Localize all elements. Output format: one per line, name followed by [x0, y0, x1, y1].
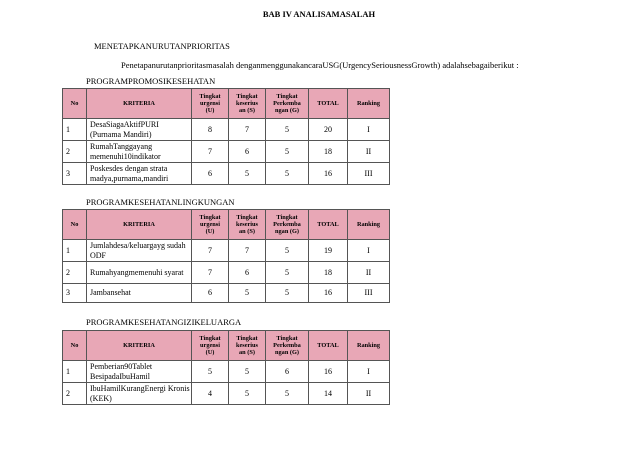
row-ranking: III — [348, 163, 390, 185]
row-total: 16 — [309, 284, 348, 303]
row-urgency: 7 — [192, 262, 229, 284]
section-title-promosi: PROGRAMPROMOSIKESEHATAN — [86, 76, 216, 86]
col-header-seriousness: Tingkat keserius an (S) — [229, 331, 266, 361]
col-header-ranking: Ranking — [348, 331, 390, 361]
row-total: 16 — [309, 163, 348, 185]
row-no: 3 — [63, 284, 87, 303]
row-total: 20 — [309, 119, 348, 141]
row-kriteria: RumahTanggayang memenuhi10indikator — [87, 141, 192, 163]
table-row — [63, 361, 390, 383]
row-kriteria: Poskesdes dengan strata madya,purnama,mandiri — [87, 163, 192, 185]
col-header-no: No — [63, 331, 87, 361]
row-kriteria: IbuHamilKurangEnergi Kronis (KEK) — [87, 383, 192, 405]
section-heading: MENETAPKANURUTANPRIORITAS — [94, 41, 230, 51]
row-growth: 5 — [266, 383, 309, 405]
intro-paragraph: Penetapanurutanprioritasmasalah denganmenggunakancaraUSG(UrgencySeriousnessGrowth) adalahsebagaiberikut : — [121, 60, 519, 70]
row-total: 14 — [309, 383, 348, 405]
row-seriousness: 5 — [229, 383, 266, 405]
col-header-seriousness: Tingkat keserius an (S) — [229, 210, 266, 240]
section-title-gizi: PROGRAMKESEHATANGIZIKELUARGA — [86, 317, 242, 327]
row-kriteria: DesaSiagaAktifPURI (Purnama Mandiri) — [87, 119, 192, 141]
chapter-title: BAB IV ANALISAMASALAH — [262, 9, 376, 19]
table-row — [63, 119, 390, 141]
col-header-ranking: Ranking — [348, 89, 390, 119]
row-total: 19 — [309, 240, 348, 262]
row-ranking: I — [348, 119, 390, 141]
row-growth: 5 — [266, 119, 309, 141]
table-header-row — [63, 210, 390, 240]
row-total: 16 — [309, 361, 348, 383]
col-header-no: No — [63, 210, 87, 240]
col-header-total: TOTAL — [309, 89, 348, 119]
usg-table-lingkungan — [62, 209, 390, 303]
row-urgency: 6 — [192, 163, 229, 185]
row-no: 1 — [63, 119, 87, 141]
col-header-total: TOTAL — [309, 331, 348, 361]
table-row — [63, 284, 390, 303]
row-growth: 5 — [266, 240, 309, 262]
col-header-kriteria: KRITERIA — [87, 89, 192, 119]
row-kriteria: Rumahyangmemenuhi syarat — [87, 262, 192, 284]
row-no: 1 — [63, 361, 87, 383]
row-seriousness: 6 — [229, 141, 266, 163]
row-seriousness: 7 — [229, 240, 266, 262]
row-kriteria: Jumlahdesa/keluargayg sudah ODF — [87, 240, 192, 262]
col-header-seriousness: Tingkat keserius an (S) — [229, 89, 266, 119]
row-total: 18 — [309, 262, 348, 284]
row-seriousness: 7 — [229, 119, 266, 141]
row-ranking: I — [348, 240, 390, 262]
col-header-no: No — [63, 89, 87, 119]
row-seriousness: 5 — [229, 284, 266, 303]
row-urgency: 8 — [192, 119, 229, 141]
col-header-urgency: Tingkat urgensi (U) — [192, 331, 229, 361]
table-header-row — [63, 331, 390, 361]
row-kriteria: Pemberian90Tablet BesipadaIbuHamil — [87, 361, 192, 383]
col-header-ranking: Ranking — [348, 210, 390, 240]
row-no: 2 — [63, 383, 87, 405]
row-growth: 5 — [266, 163, 309, 185]
col-header-kriteria: KRITERIA — [87, 331, 192, 361]
row-total: 18 — [309, 141, 348, 163]
row-no: 2 — [63, 262, 87, 284]
row-urgency: 6 — [192, 284, 229, 303]
col-header-growth: Tingkat Perkemba ngan (G) — [266, 210, 309, 240]
row-kriteria: Jambansehat — [87, 284, 192, 303]
usg-table-gizi — [62, 330, 390, 405]
usg-table-promosi — [62, 88, 390, 185]
table-row — [63, 141, 390, 163]
row-ranking: II — [348, 383, 390, 405]
row-urgency: 5 — [192, 361, 229, 383]
col-header-growth: Tingkat Perkemba ngan (G) — [266, 89, 309, 119]
row-seriousness: 6 — [229, 262, 266, 284]
col-header-growth: Tingkat Perkemba ngan (G) — [266, 331, 309, 361]
table-row — [63, 383, 390, 405]
row-seriousness: 5 — [229, 361, 266, 383]
table-row — [63, 163, 390, 185]
row-growth: 5 — [266, 284, 309, 303]
table-header-row — [63, 89, 390, 119]
row-growth: 6 — [266, 361, 309, 383]
row-seriousness: 5 — [229, 163, 266, 185]
row-ranking: II — [348, 262, 390, 284]
row-ranking: III — [348, 284, 390, 303]
row-urgency: 7 — [192, 141, 229, 163]
row-growth: 5 — [266, 141, 309, 163]
row-growth: 5 — [266, 262, 309, 284]
col-header-urgency: Tingkat urgensi (U) — [192, 210, 229, 240]
table-row — [63, 262, 390, 284]
row-ranking: I — [348, 361, 390, 383]
col-header-kriteria: KRITERIA — [87, 210, 192, 240]
table-row — [63, 240, 390, 262]
row-urgency: 7 — [192, 240, 229, 262]
row-no: 1 — [63, 240, 87, 262]
row-ranking: II — [348, 141, 390, 163]
col-header-urgency: Tingkat urgensi (U) — [192, 89, 229, 119]
row-no: 3 — [63, 163, 87, 185]
section-title-lingkungan: PROGRAMKESEHATANLINGKUNGAN — [86, 197, 235, 207]
col-header-total: TOTAL — [309, 210, 348, 240]
row-urgency: 4 — [192, 383, 229, 405]
row-no: 2 — [63, 141, 87, 163]
